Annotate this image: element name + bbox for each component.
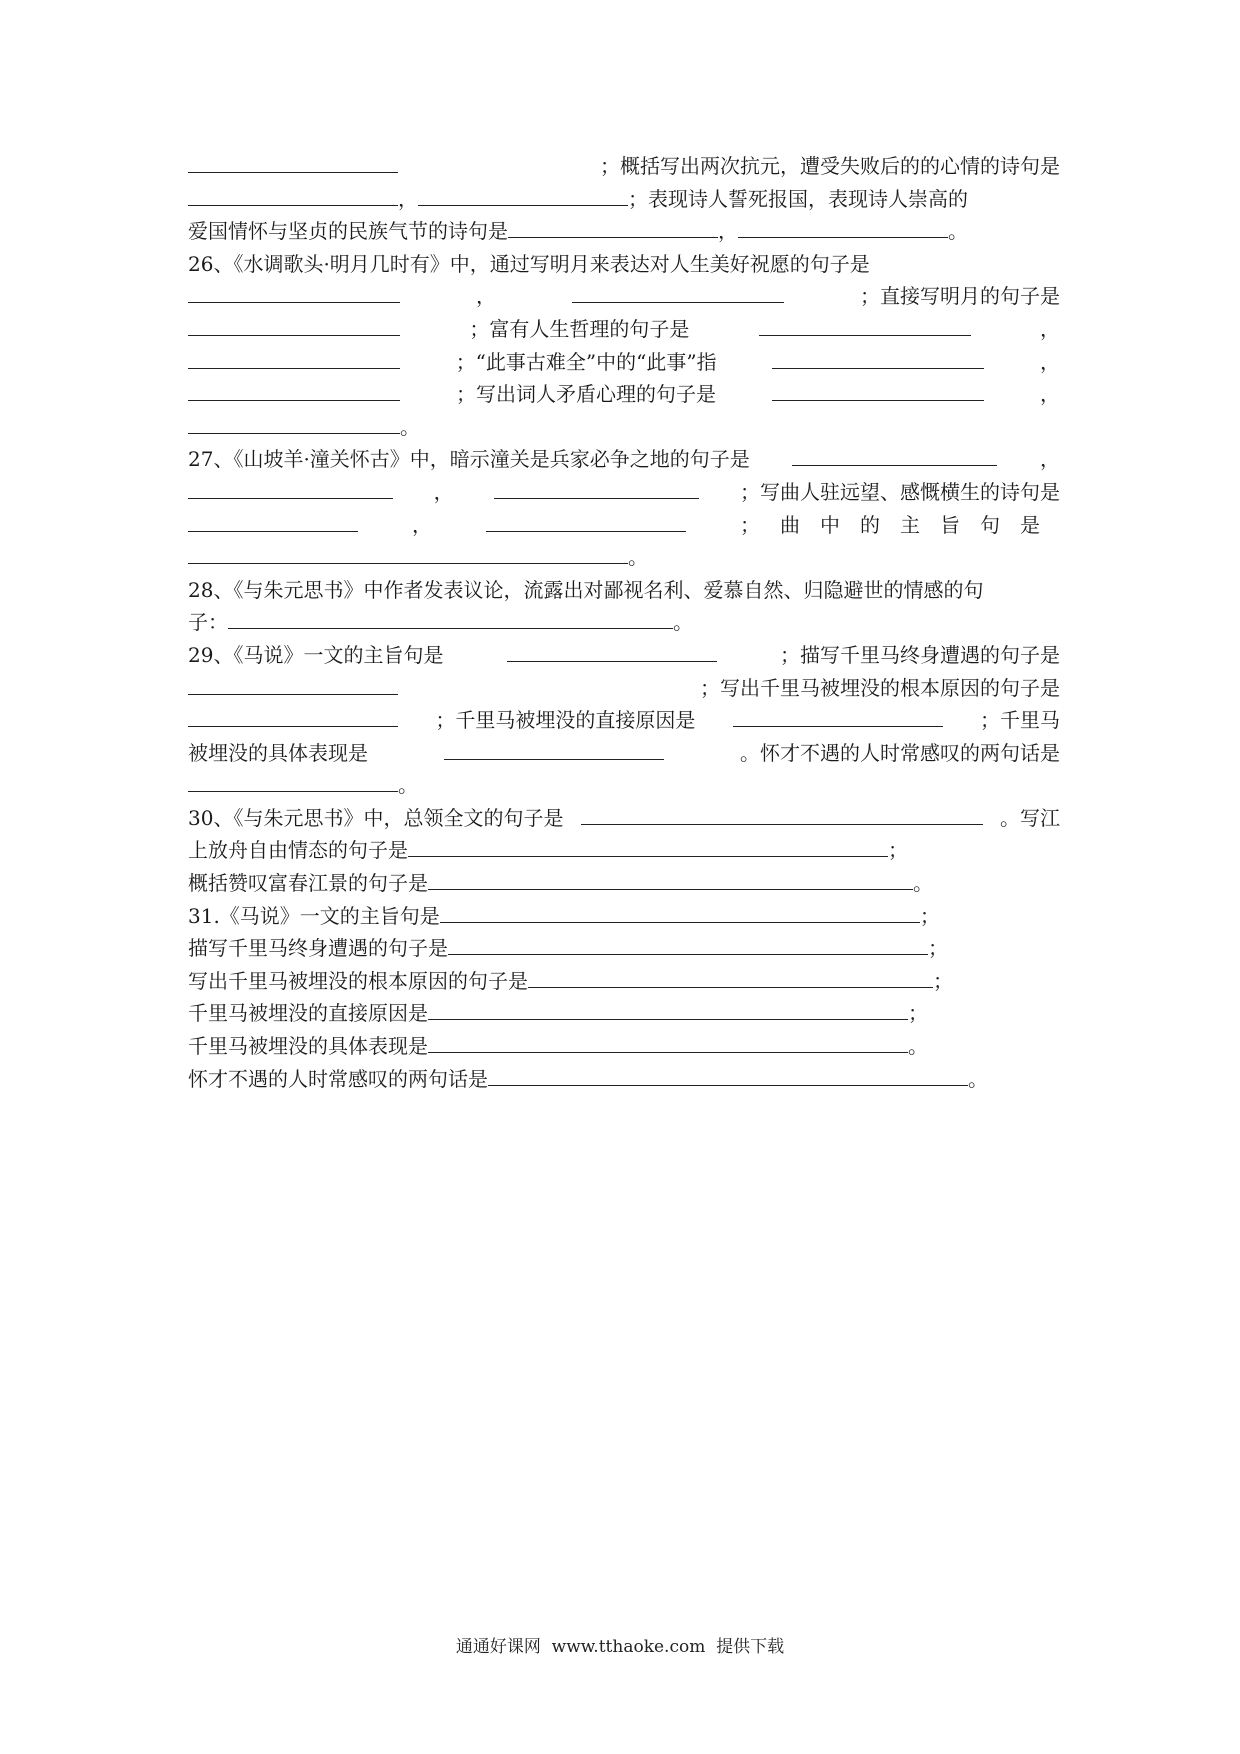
answer-blank[interactable] <box>428 867 913 890</box>
q31-line-5 <box>188 1030 1060 1063</box>
q27-line-2 <box>188 476 1060 509</box>
answer-blank[interactable] <box>448 932 928 955</box>
answer-blank[interactable] <box>444 737 664 760</box>
answer-blank[interactable] <box>772 378 984 401</box>
q26-line-2 <box>188 280 1060 313</box>
q30-line-2 <box>188 834 1060 867</box>
answer-blank[interactable] <box>188 509 358 532</box>
answer-blank[interactable] <box>733 704 943 727</box>
answer-blank[interactable] <box>759 313 971 336</box>
q31-text: 写出千里马被埋没的根本原因的句子是 <box>188 968 528 993</box>
q25-line-1 <box>188 150 1060 183</box>
q27-text: 。 <box>628 545 648 570</box>
answer-blank[interactable] <box>494 476 699 499</box>
q27-text: ；写曲人驻远望、感慨横生的诗句是 <box>739 479 1060 504</box>
answer-blank[interactable] <box>188 313 400 336</box>
q29-text: ；千里马 <box>979 708 1060 733</box>
q31-line-1 <box>188 900 1060 933</box>
q26-text: 。 <box>400 414 420 439</box>
answer-blank[interactable] <box>188 672 398 695</box>
q27-line-1 <box>188 443 1060 476</box>
q28-line-2 <box>188 606 1060 639</box>
q31-prompt: 31.《马说》一文的主旨句是 <box>188 903 440 928</box>
q26-line-6 <box>188 411 1060 444</box>
q30-line-1 <box>188 802 1060 835</box>
q29-text: ；描写千里马终身遭遇的句子是 <box>779 642 1060 667</box>
q29-text: 。 <box>398 773 418 798</box>
q29-text: 。怀才不遇的人时常感叹的两句话是 <box>740 740 1060 765</box>
q29-line-1 <box>188 639 1060 672</box>
q30-text: 上放舟自由情态的句子是 <box>188 838 408 863</box>
q28-line-1 <box>188 574 1060 607</box>
answer-blank[interactable] <box>188 280 400 303</box>
answer-blank[interactable] <box>738 215 948 238</box>
q27-line-4 <box>188 541 1060 574</box>
answer-blank[interactable] <box>188 769 398 792</box>
q26-line-5 <box>188 378 1060 411</box>
q29-prompt: 29、《马说》一文的主旨句是 <box>188 642 444 667</box>
q29-text: 被埋没的具体表现是 <box>188 740 368 765</box>
q25-text: ；概括写出两次抗元，遭受失败后的的心情的诗句是 <box>600 154 1060 178</box>
answer-blank[interactable] <box>188 378 400 401</box>
q29-text: ；千里马被埋没的直接原因是 <box>435 708 696 733</box>
q27-text: ；曲中的主旨句是 <box>740 512 1060 537</box>
answer-blank[interactable] <box>188 411 400 434</box>
q29-line-5 <box>188 769 1060 802</box>
q27-prompt: 27、《山坡羊·潼关怀古》中，暗示潼关是兵家必争之地的句子是 <box>188 447 750 472</box>
answer-blank[interactable] <box>528 965 933 988</box>
q31-line-2 <box>188 932 1060 965</box>
q29-line-2 <box>188 672 1060 705</box>
answer-blank[interactable] <box>792 443 997 466</box>
q31-text: 。 <box>968 1066 988 1091</box>
answer-blank[interactable] <box>428 1030 908 1053</box>
q27-text: ， <box>1040 447 1060 472</box>
answer-blank[interactable] <box>188 346 400 369</box>
answer-blank[interactable] <box>440 900 920 923</box>
q30-prompt: 30、《与朱元思书》中，总领全文的句子是 <box>188 805 564 830</box>
answer-blank[interactable] <box>188 476 393 499</box>
q30-text: 概括赞叹富春江景的句子是 <box>188 871 428 896</box>
q25-text: ；表现诗人誓死报国，表现诗人崇高的 <box>628 186 968 211</box>
q31-text: 怀才不遇的人时常感叹的两句话是 <box>188 1066 488 1091</box>
q29-line-3 <box>188 704 1060 737</box>
q30-line-3 <box>188 867 1060 900</box>
answer-blank[interactable] <box>572 280 784 303</box>
answer-blank[interactable] <box>418 183 628 206</box>
answer-blank[interactable] <box>581 802 983 825</box>
q27-text: ， <box>433 479 454 504</box>
answer-blank[interactable] <box>188 150 398 173</box>
q28-text: 。 <box>673 610 693 635</box>
answer-blank[interactable] <box>486 509 686 532</box>
answer-blank[interactable] <box>188 704 398 727</box>
q26-text: ， <box>1039 349 1060 374</box>
question-sheet <box>188 150 1060 1095</box>
q31-line-6 <box>188 1063 1060 1096</box>
answer-blank[interactable] <box>508 215 718 238</box>
q26-text: ， <box>1040 382 1060 407</box>
answer-blank[interactable] <box>428 997 908 1020</box>
q28-prompt: 28、《与朱元思书》中作者发表议论，流露出对鄙视名利、爱慕自然、归隐避世的情感的句 <box>188 577 984 602</box>
q25-text: 爱国情怀与坚贞的民族气节的诗句是 <box>188 219 508 244</box>
q26-line-4 <box>188 346 1060 379</box>
answer-blank[interactable] <box>507 639 717 662</box>
answer-blank[interactable] <box>488 1063 968 1086</box>
q29-line-4 <box>188 737 1060 770</box>
q31-text: ； <box>919 903 940 928</box>
q25-line-2 <box>188 183 1060 216</box>
q27-line-3 <box>188 509 1060 542</box>
q31-line-4 <box>188 997 1060 1030</box>
answer-blank[interactable] <box>228 606 673 629</box>
q26-line-1 <box>188 248 1060 281</box>
q26-text: ；直接写明月的句子是 <box>860 284 1060 309</box>
q28-text: 子： <box>188 610 228 635</box>
q30-text: 。写江 <box>999 805 1060 830</box>
answer-blank[interactable] <box>408 834 888 857</box>
q27-text: ， <box>412 512 432 537</box>
q26-text: ；写出词人矛盾心理的句子是 <box>456 382 716 407</box>
answer-blank[interactable] <box>772 346 984 369</box>
q30-text: ； <box>888 838 908 863</box>
q25-line-3 <box>188 215 1060 248</box>
q31-text: ； <box>933 968 953 993</box>
q31-text: 描写千里马终身遭遇的句子是 <box>188 936 448 961</box>
q31-text: 千里马被埋没的具体表现是 <box>188 1034 428 1059</box>
q25-text: 。 <box>948 219 968 244</box>
footer-text: 通通好课网 www.tthaoke.com 提供下载 <box>455 1637 785 1657</box>
q26-text: ， <box>476 284 496 309</box>
q25-text: ， <box>398 186 418 211</box>
q31-text: 千里马被埋没的直接原因是 <box>188 1001 428 1026</box>
answer-blank[interactable] <box>188 183 398 206</box>
q26-text: ；富有人生哲理的句子是 <box>469 316 690 341</box>
q26-text: ；“此事古难全”中的“此事”指 <box>455 349 717 374</box>
q31-text: ； <box>928 936 948 961</box>
q31-text: ； <box>908 1001 928 1026</box>
q26-prompt: 26、《水调歌头·明月几时有》中，通过写明月来表达对人生美好祝愿的句子是 <box>188 251 870 276</box>
answer-blank[interactable] <box>188 541 628 564</box>
q31-line-3 <box>188 965 1060 998</box>
page-footer <box>0 1632 1240 1657</box>
q30-text: 。 <box>913 871 933 896</box>
q29-text: ；写出千里马被埋没的根本原因的句子是 <box>700 675 1060 700</box>
q25-text: ， <box>718 219 738 244</box>
q31-text: 。 <box>908 1034 928 1059</box>
q26-text: ， <box>1039 316 1060 341</box>
q26-line-3 <box>188 313 1060 346</box>
